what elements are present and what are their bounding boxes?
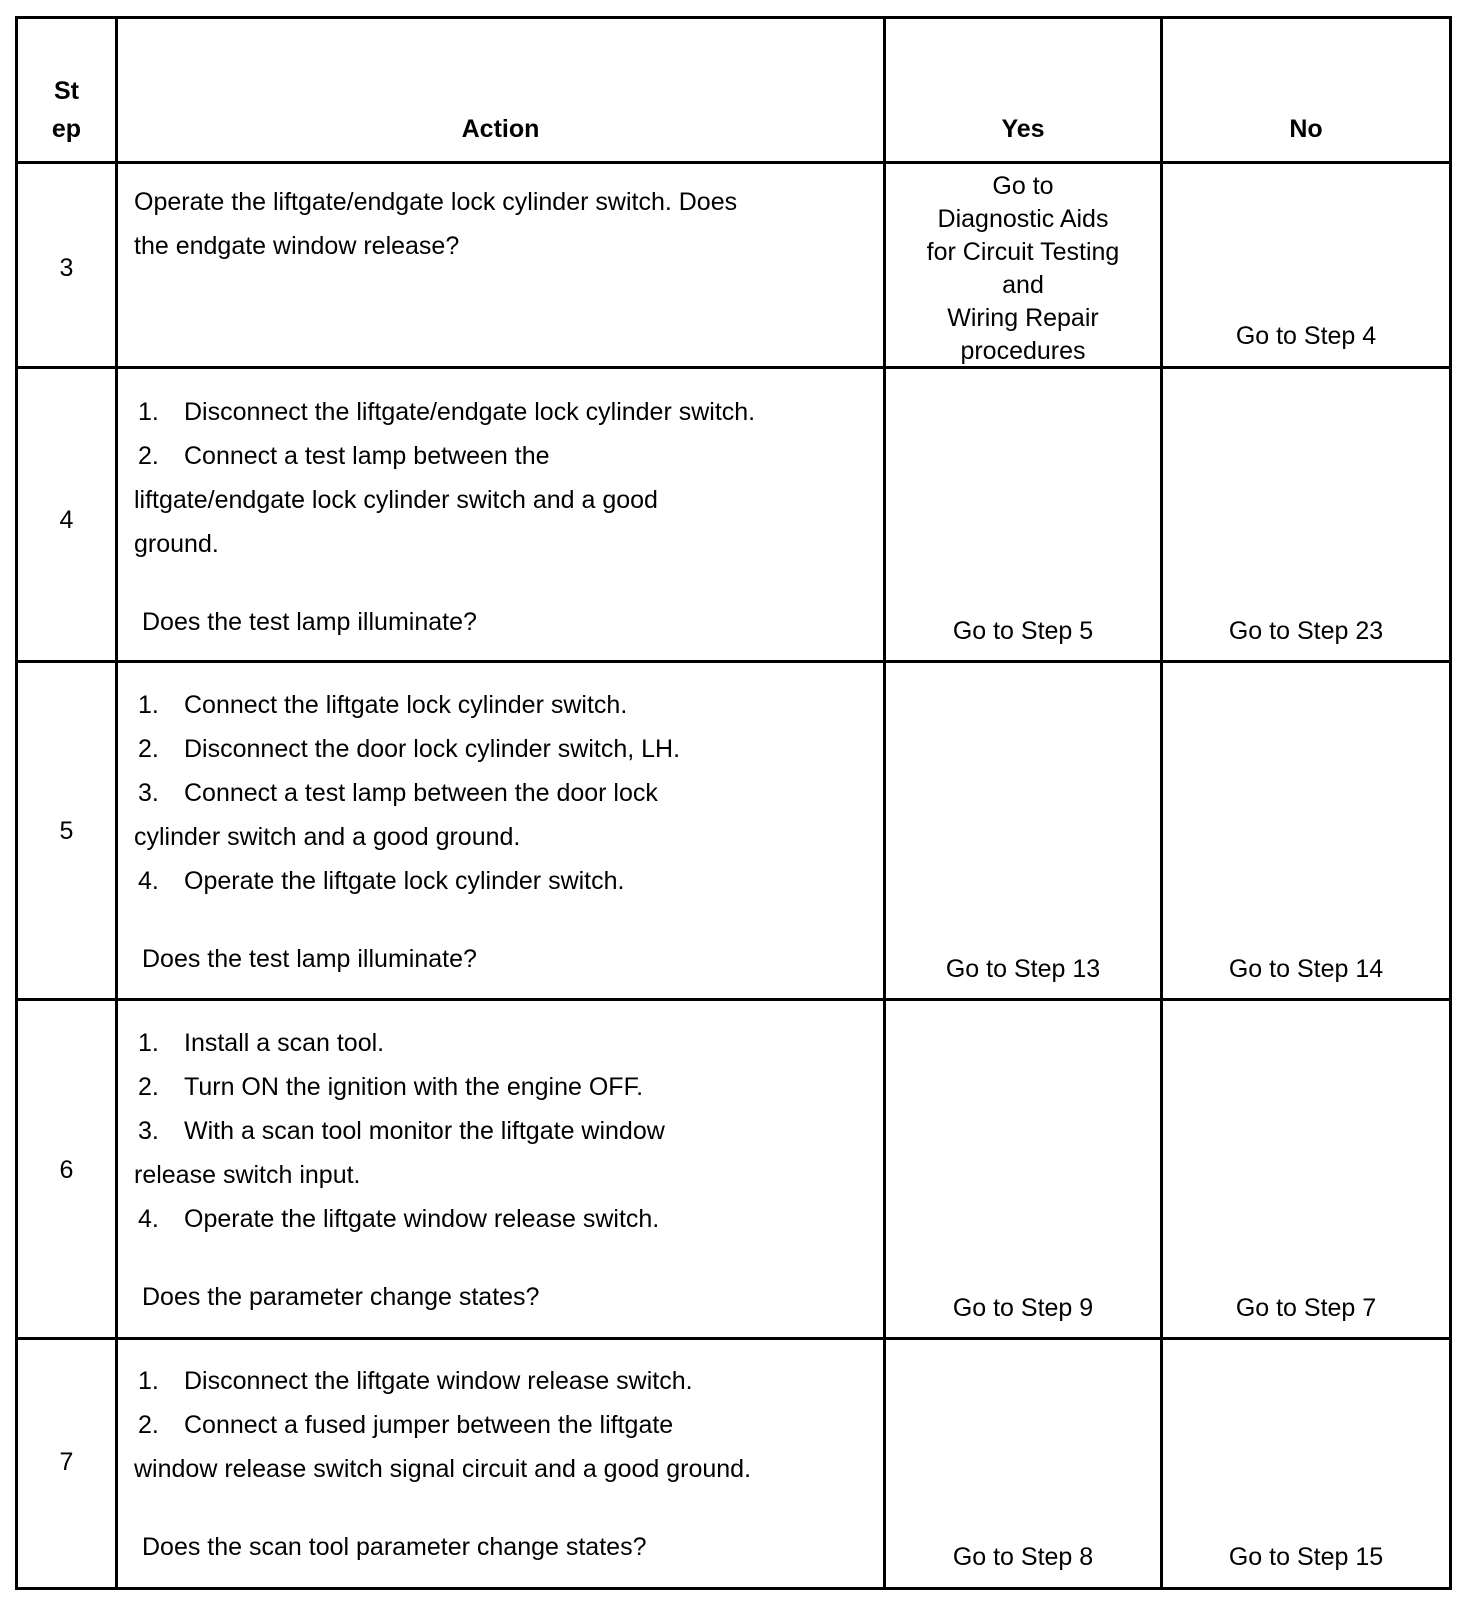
- header-no: No: [1289, 115, 1323, 143]
- row-divider: [15, 161, 1452, 164]
- step-number: 4: [59, 506, 74, 534]
- yes-line: Go to: [992, 172, 1054, 200]
- item-text: With a scan tool monitor the liftgate window: [184, 1117, 665, 1145]
- column-divider: [115, 16, 118, 1590]
- table-border-left: [15, 16, 18, 1590]
- step-number: 6: [59, 1156, 74, 1184]
- item-number: 3.: [138, 779, 159, 807]
- action-cell: [134, 390, 854, 636]
- item-number: 1.: [138, 1029, 159, 1057]
- item-number: 4.: [138, 867, 159, 895]
- no-result: Go to Step 23: [1228, 617, 1384, 645]
- yes-line: Wiring Repair: [947, 304, 1099, 332]
- column-divider: [1160, 16, 1163, 1590]
- no-result: Go to Step 7: [1235, 1294, 1377, 1322]
- row-divider: [15, 1337, 1452, 1340]
- yes-result: [892, 170, 1154, 368]
- header-step-line2: ep: [51, 115, 82, 143]
- yes-line: for Circuit Testing: [926, 238, 1120, 266]
- action-item: [134, 1197, 854, 1241]
- yes-line: and: [1002, 271, 1044, 299]
- action-question: Does the test lamp illuminate?: [142, 608, 477, 636]
- item-text: Install a scan tool.: [184, 1029, 385, 1057]
- column-divider: [883, 16, 886, 1590]
- item-number: 1.: [138, 691, 159, 719]
- action-text: window release switch signal circuit and a good ground.: [134, 1455, 752, 1483]
- action-text: release switch input.: [134, 1161, 361, 1189]
- action-item: [134, 390, 854, 434]
- row-divider: [15, 366, 1452, 369]
- action-item: [134, 434, 854, 478]
- no-result: Go to Step 15: [1228, 1543, 1384, 1571]
- item-number: 4.: [138, 1205, 159, 1233]
- yes-result: Go to Step 13: [945, 955, 1101, 983]
- no-result: Go to Step 14: [1228, 955, 1384, 983]
- item-text: Disconnect the liftgate/endgate lock cylinder switch.: [184, 398, 756, 426]
- action-item: [134, 727, 854, 771]
- header-yes: Yes: [1001, 115, 1045, 143]
- action-item: [134, 1109, 854, 1153]
- table-border-top: [15, 16, 1452, 19]
- item-text: Connect a fused jumper between the liftgate: [184, 1411, 674, 1439]
- item-number: 3.: [138, 1117, 159, 1145]
- item-text: Operate the liftgate window release switch.: [184, 1205, 660, 1233]
- action-question: Does the scan tool parameter change states?: [142, 1533, 647, 1561]
- item-number: 2.: [138, 1411, 159, 1439]
- action-item: [134, 683, 854, 727]
- table-border-bottom: [15, 1587, 1452, 1590]
- yes-line: procedures: [960, 337, 1086, 365]
- step-number: 5: [59, 817, 74, 845]
- action-question: Does the parameter change states?: [142, 1283, 540, 1311]
- action-cell: [134, 1359, 854, 1561]
- item-text: Connect the liftgate lock cylinder switch.: [184, 691, 628, 719]
- action-cell: [134, 683, 854, 973]
- item-number: 1.: [138, 398, 159, 426]
- header-step: [18, 72, 115, 148]
- action-text: ground.: [134, 530, 219, 558]
- item-text: Connect a test lamp between the door lock: [184, 779, 658, 807]
- item-number: 2.: [138, 442, 159, 470]
- action-text: Operate the liftgate/endgate lock cylinder switch. Does: [134, 188, 738, 216]
- action-item: [134, 1403, 854, 1447]
- action-item: [134, 771, 854, 815]
- action-item: [134, 1359, 854, 1403]
- action-text: liftgate/endgate lock cylinder switch and a good: [134, 486, 658, 514]
- header-action: Action: [461, 115, 540, 143]
- item-text: Turn ON the ignition with the engine OFF.: [184, 1073, 644, 1101]
- item-number: 2.: [138, 1073, 159, 1101]
- action-item: [134, 1065, 854, 1109]
- header-step-line1: St: [54, 77, 79, 105]
- item-number: 2.: [138, 735, 159, 763]
- no-result: Go to Step 4: [1235, 322, 1377, 350]
- item-text: Connect a test lamp between the: [184, 442, 550, 470]
- item-text: Disconnect the door lock cylinder switch, LH.: [184, 735, 681, 763]
- yes-result: Go to Step 5: [952, 617, 1094, 645]
- row-divider: [15, 660, 1452, 663]
- action-cell: [134, 180, 854, 268]
- step-number: 7: [59, 1448, 74, 1476]
- action-item: [134, 859, 854, 903]
- yes-result: Go to Step 9: [952, 1294, 1094, 1322]
- yes-line: Diagnostic Aids: [937, 205, 1109, 233]
- action-cell: [134, 1021, 854, 1311]
- step-number: 3: [59, 254, 74, 282]
- item-number: 1.: [138, 1367, 159, 1395]
- yes-result: Go to Step 8: [952, 1543, 1094, 1571]
- item-text: Disconnect the liftgate window release switch.: [184, 1367, 693, 1395]
- action-text: cylinder switch and a good ground.: [134, 823, 521, 851]
- action-question: Does the test lamp illuminate?: [142, 945, 477, 973]
- action-item: [134, 1021, 854, 1065]
- item-text: Operate the liftgate lock cylinder switch.: [184, 867, 625, 895]
- action-text: the endgate window release?: [134, 232, 460, 260]
- row-divider: [15, 998, 1452, 1001]
- table-border-right: [1449, 16, 1452, 1590]
